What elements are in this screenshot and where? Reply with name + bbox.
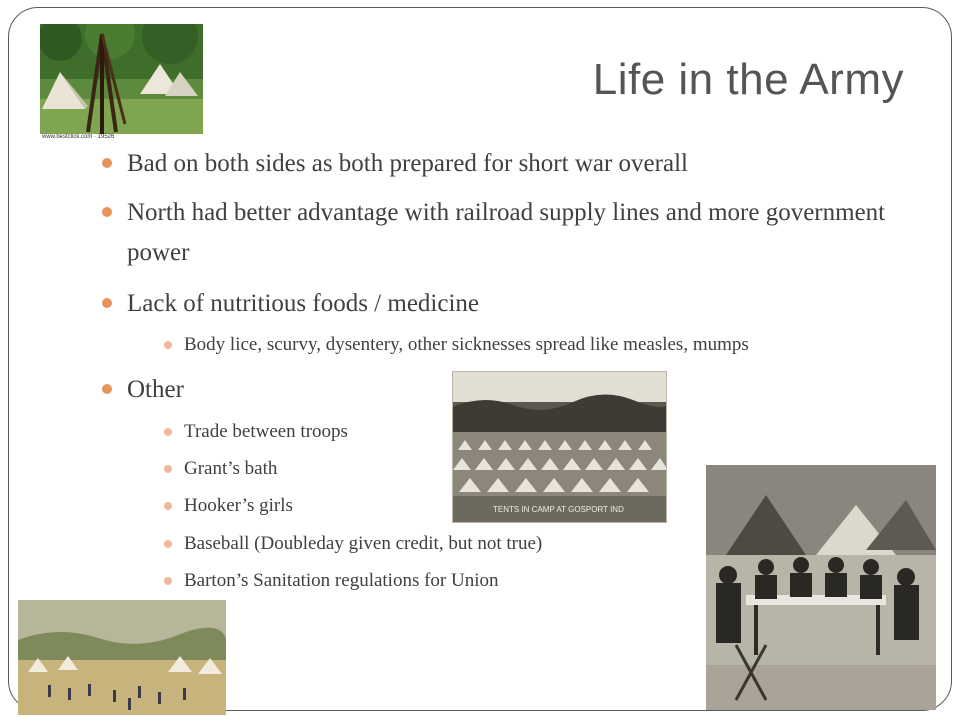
- bullet-dot: [102, 158, 112, 168]
- sub-bullet-dot: [164, 341, 172, 349]
- bullet-item: North had better advantage with railroad supply lines and more government power: [127, 199, 886, 266]
- photo-credit: www.bestclick.com · 19526: [42, 134, 115, 140]
- bullet-dot: [102, 298, 112, 308]
- bullet-item: Other: [127, 376, 184, 403]
- sub-bullet-item: Barton’s Sanitation regulations for Union: [184, 570, 499, 591]
- sub-bullet-item: Hooker’s girls: [184, 495, 293, 516]
- sub-bullet-item: Baseball (Doubleday given credit, but not true): [184, 533, 543, 554]
- slide-title: Life in the Army: [592, 55, 904, 104]
- sub-bullet-item: Grant’s bath: [184, 458, 278, 479]
- sub-bullet-item: Body lice, scurvy, dysentery, other sicknesses spread like measles, mumps: [184, 334, 749, 355]
- tent-camp-photo: [452, 371, 667, 523]
- sub-bullet-dot: [164, 465, 172, 473]
- bullet-dot: [102, 384, 112, 394]
- camp-photo-caption: TENTS IN CAMP AT GOSPORT IND: [493, 505, 624, 514]
- bullet-dot: [102, 207, 112, 217]
- bullet-item: Lack of nutritious foods / medicine: [127, 290, 480, 317]
- sub-bullet-dot: [164, 428, 172, 436]
- sub-bullet-item: Trade between troops: [184, 421, 348, 442]
- sub-bullet-dot: [164, 577, 172, 585]
- bullet-item: Bad on both sides as both prepared for short war overall: [127, 150, 688, 177]
- camp-painting: [18, 600, 226, 715]
- sub-bullet-dot: [164, 540, 172, 548]
- sub-bullet-dot: [164, 502, 172, 510]
- soldiers-table-photo: [706, 465, 936, 710]
